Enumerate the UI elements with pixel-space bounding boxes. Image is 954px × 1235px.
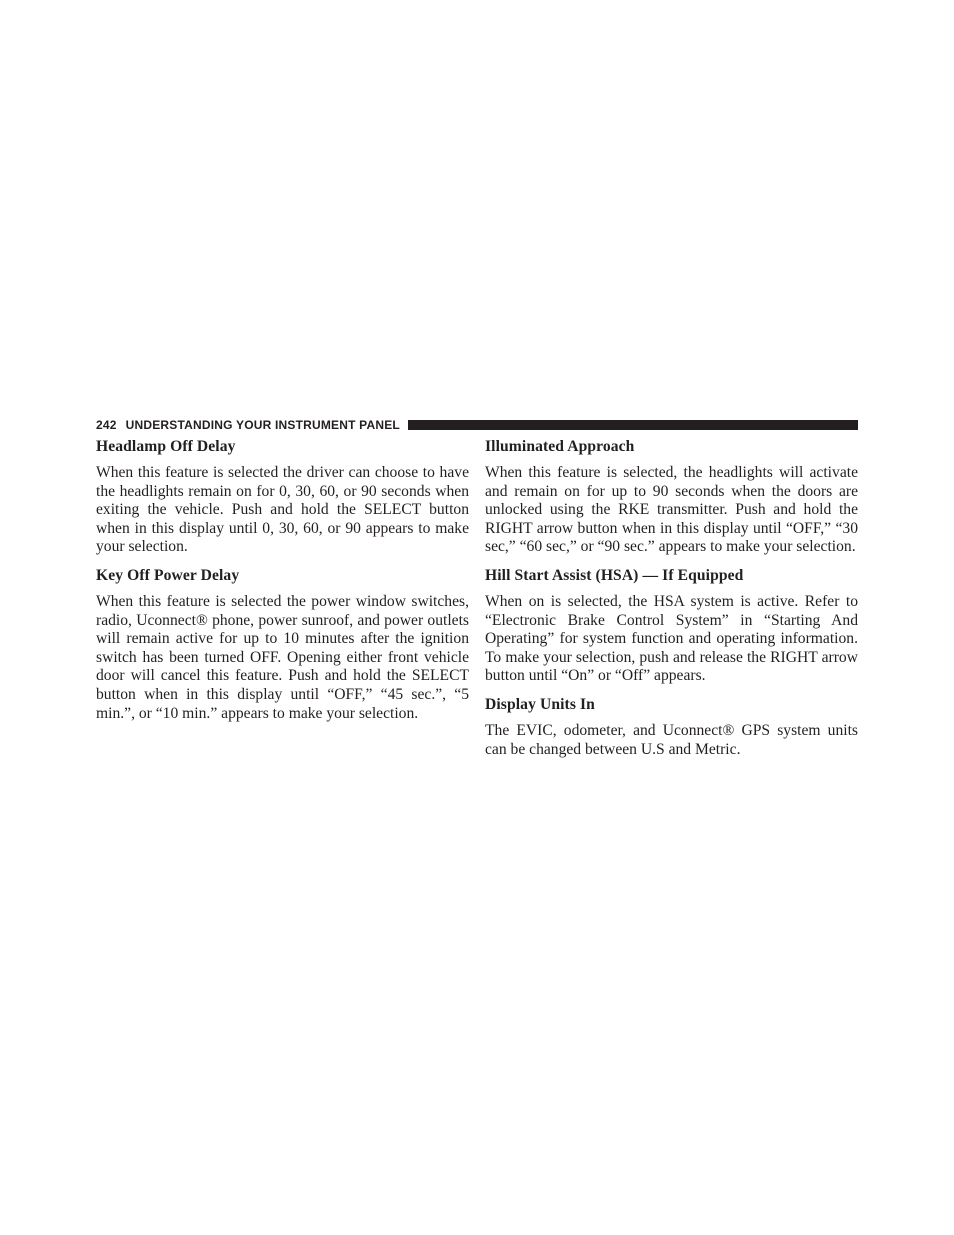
header-rule: [408, 420, 858, 430]
paragraph-headlamp-off-delay: When this feature is selected the driver can choose to have the headlights remain on for 0, 30, 60, or 90 seconds when exiting the vehicle. Push and hold the SELECT button when in this display until 0, 30, 60, or 90 appears to make your selection.: [96, 464, 469, 556]
heading-headlamp-off-delay: Headlamp Off Delay: [96, 438, 236, 455]
section-title: UNDERSTANDING YOUR INSTRUMENT PANEL: [125, 418, 400, 432]
paragraph-illuminated-approach: When this feature is selected, the headlights will activate and remain on for up to 90 seconds when the doors are unlocked using the RKE transmitter. Push and hold the RIGHT arrow button when in this display until “OFF,” “30 sec,” “60 sec,” or “90 sec.” appears to make your selection.: [485, 464, 858, 556]
page-number: 242: [96, 418, 117, 432]
right-column: [485, 437, 858, 768]
heading-key-off-power-delay: Key Off Power Delay: [96, 566, 240, 584]
left-column: [96, 437, 469, 732]
paragraph-key-off-power-delay: When this feature is selected the power window switches, radio, Uconnect® phone, power sunroof, and power outlets will remain active for up to 10 minutes after the ignition switch has been turned OFF. Opening either front vehicle door will cancel this feature. Push and hold the SELECT button when in this display until “OFF,” “45 sec.”, “5 min.”, or “10 min.” appears to make your selection.: [96, 592, 469, 722]
heading-illuminated-approach: Illuminated Approach: [485, 438, 635, 455]
page-header: [96, 416, 858, 434]
heading-hill-start-assist: Hill Start Assist (HSA) — If Equipped: [485, 566, 744, 584]
paragraph-display-units-in: The EVIC, odometer, and Uconnect® GPS system units can be changed between U.S and Metric.: [485, 721, 858, 758]
heading-display-units-in: Display Units In: [485, 695, 595, 713]
paragraph-hill-start-assist: When on is selected, the HSA system is active. Refer to “Electronic Brake Control System” in “Starting And Operating” for system function and operating information. To make your selection, push and release the RIGHT arrow button until “On” or “Off” appears.: [485, 592, 858, 685]
